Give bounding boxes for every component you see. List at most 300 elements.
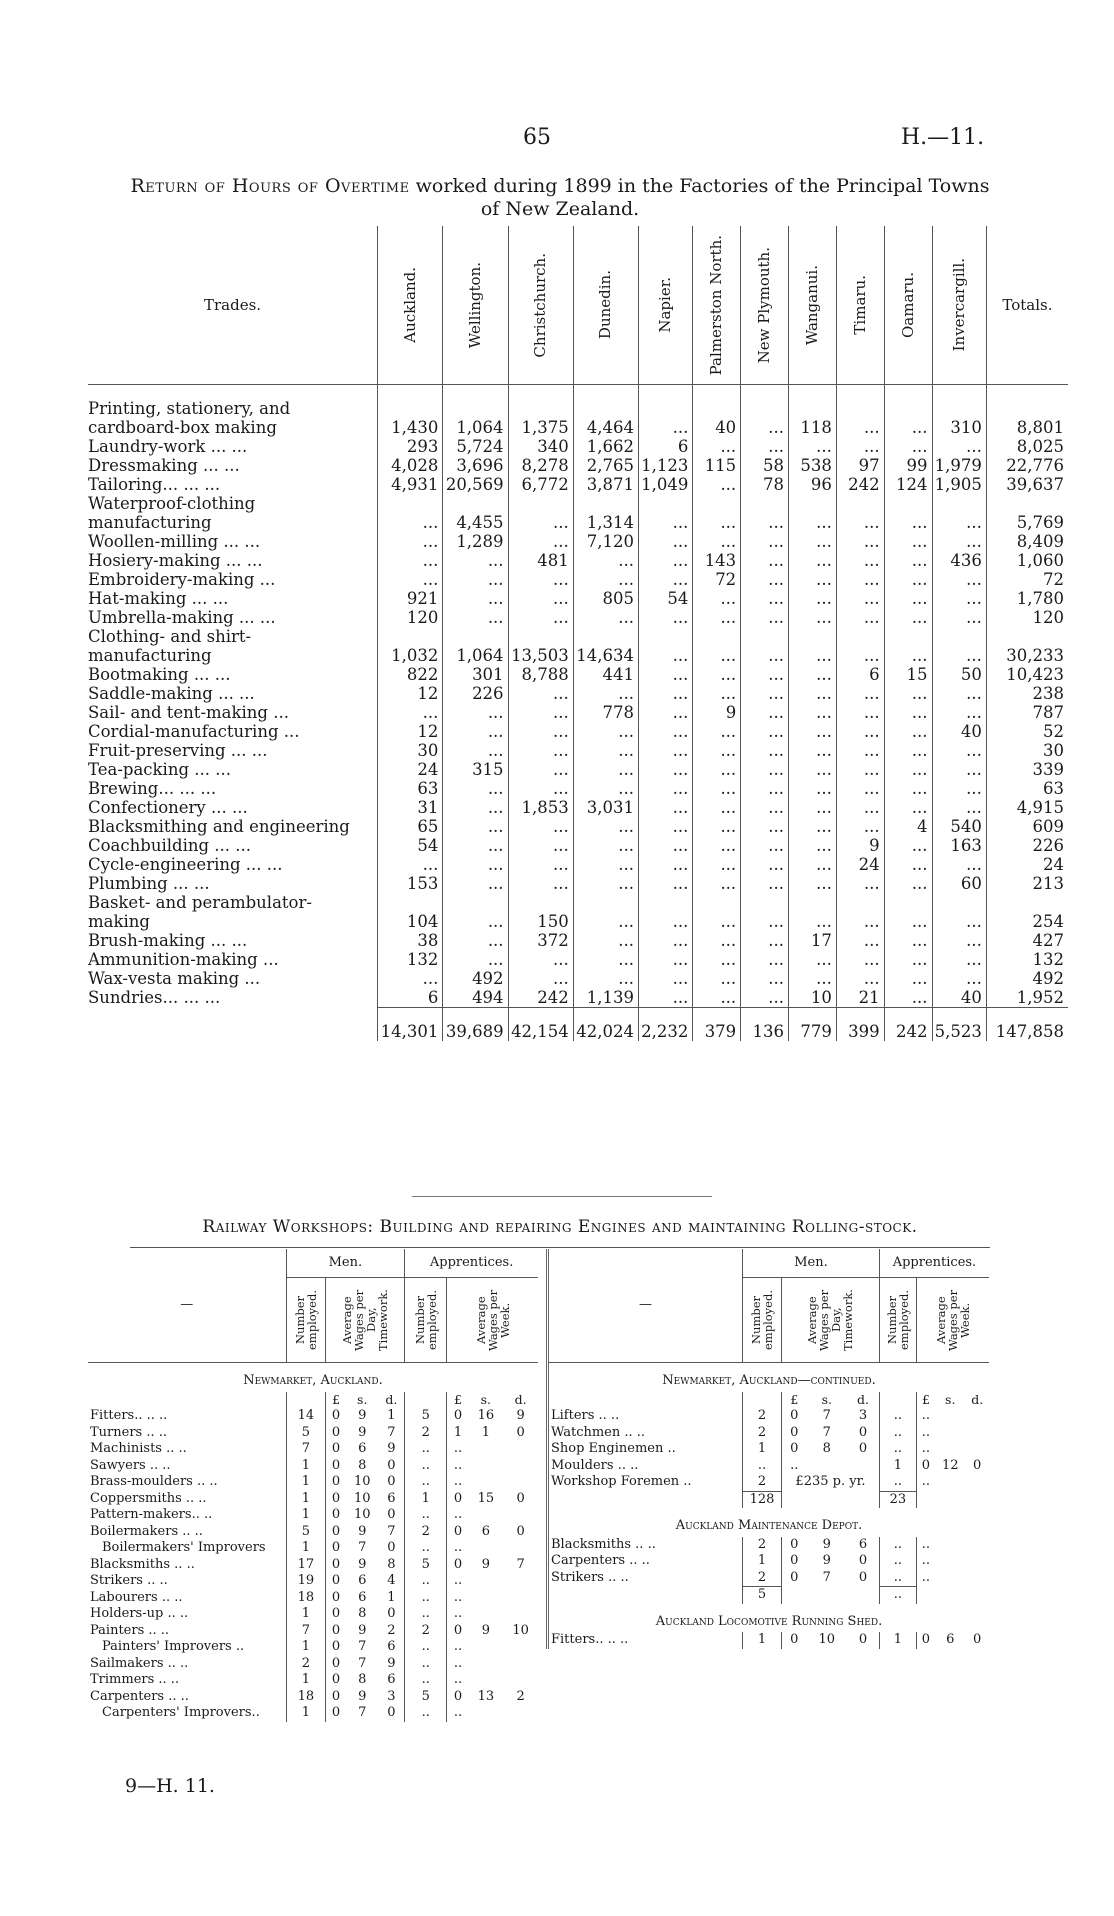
men-count: 17 <box>286 1557 326 1574</box>
hours-cell: ... <box>884 950 932 969</box>
men-wage: 10 <box>818 1632 836 1647</box>
hours-cell: ... <box>693 589 741 608</box>
trade-label: Labourers .. .. <box>90 1589 183 1605</box>
apprentice-wage: 0 <box>516 1490 525 1506</box>
hours-cell: ... <box>639 988 693 1008</box>
avg-wages-week-header <box>916 1278 989 1363</box>
section-divider <box>412 1196 712 1197</box>
apprentice-wage <box>965 1570 989 1587</box>
hours-cell: ... <box>932 494 986 532</box>
hours-cell: ... <box>378 570 443 589</box>
men-count: 1 <box>286 1540 326 1557</box>
hours-cell: 1,430 <box>378 385 443 438</box>
trade-label: Turners .. .. <box>90 1424 168 1440</box>
row-total: 226 <box>986 836 1068 855</box>
sub-header-text: Average Wages per Week. <box>473 1289 512 1351</box>
hours-cell: ... <box>789 893 837 931</box>
men-wage: 0 <box>326 1474 346 1491</box>
men-wage: 9 <box>358 1523 367 1539</box>
hours-cell: ... <box>932 684 986 703</box>
hours-cell: ... <box>693 931 741 950</box>
table-row <box>88 532 1068 551</box>
spacer <box>782 1491 880 1508</box>
trade-name: Fruit-preserving ... ... <box>88 741 268 760</box>
hours-cell: ... <box>741 988 789 1008</box>
hours-cell: ... <box>789 703 837 722</box>
men-count: 2 <box>743 1537 782 1554</box>
men-wage: 0 <box>858 1553 868 1568</box>
row-total: 72 <box>986 570 1068 589</box>
men-wage: 6 <box>358 1573 367 1588</box>
sub-header-text: Number employed. <box>749 1290 776 1350</box>
apprentice-count: .. <box>405 1441 447 1458</box>
hours-cell: ... <box>693 950 741 969</box>
men-wage <box>847 1458 879 1475</box>
apprentice-count: .. <box>405 1540 447 1557</box>
hours-cell: 310 <box>932 385 986 438</box>
trade-name: Tailoring... ... ... <box>88 475 221 494</box>
apprentice-wage: 0 <box>916 1632 935 1649</box>
hours-cell: ... <box>836 589 884 608</box>
apprentice-wage <box>965 1408 989 1425</box>
table-row <box>88 988 1068 1008</box>
hours-cell: ... <box>639 855 693 874</box>
hours-cell: ... <box>741 494 789 532</box>
men-wage: 9 <box>358 1424 367 1440</box>
sub-header-text: Number employed. <box>412 1290 439 1350</box>
trade-name: Saddle-making ... ... <box>88 684 255 703</box>
men-wage: 6 <box>858 1536 868 1552</box>
table-row <box>88 1656 538 1673</box>
men-header: Men. <box>743 1249 880 1278</box>
hours-cell: ... <box>508 608 573 627</box>
trade-label: Strikers .. .. <box>90 1573 168 1588</box>
men-count: 5 <box>286 1425 326 1442</box>
hours-cell: ... <box>378 855 443 874</box>
apprentice-count: .. <box>879 1553 916 1570</box>
men-wage: 0 <box>782 1570 807 1587</box>
table-row <box>88 950 1068 969</box>
men-wage: 0 <box>326 1590 346 1607</box>
men-header: Men. <box>286 1249 405 1278</box>
section-heading-row <box>88 1363 538 1392</box>
apprentice-count: .. <box>405 1705 447 1722</box>
table-row <box>88 1408 538 1425</box>
section-heading: Newmarket, Auckland—continued. <box>662 1373 876 1388</box>
apprentice-wage: 0 <box>447 1524 469 1541</box>
apprentice-wage: .. <box>447 1639 469 1656</box>
men-wage: 6 <box>387 1490 396 1506</box>
apprentice-wage <box>503 1573 538 1590</box>
hours-cell: 1,375 <box>508 385 573 438</box>
men-count: 5 <box>286 1524 326 1541</box>
sub-header-text: Average Wages per Day, Timework. <box>340 1289 391 1351</box>
men-wage: 0 <box>326 1639 346 1656</box>
hours-cell: ... <box>884 385 932 438</box>
spacer <box>549 1392 743 1409</box>
apprentice-count: .. <box>879 1570 916 1587</box>
men-count: 2 <box>286 1656 326 1673</box>
men-count: 1 <box>286 1606 326 1623</box>
men-count: 2 <box>743 1425 782 1442</box>
railway-group-header <box>549 1249 989 1278</box>
apprentice-wage <box>468 1573 503 1590</box>
hours-cell: ... <box>932 608 986 627</box>
hours-cell: ... <box>932 950 986 969</box>
trade-name: Cycle-engineering ... ... <box>88 855 283 874</box>
hours-cell: ... <box>639 779 693 798</box>
row-total: 132 <box>986 950 1068 969</box>
hours-cell: ... <box>884 855 932 874</box>
table-row <box>88 1425 538 1442</box>
table-row <box>88 1540 538 1557</box>
apprentice-wage: 0 <box>447 1491 469 1508</box>
hours-cell: 4,455 <box>443 494 508 532</box>
hours-cell: ... <box>789 836 837 855</box>
trade-label: Carpenters .. .. <box>551 1553 650 1568</box>
hours-cell: 118 <box>789 385 837 438</box>
men-wage: 0 <box>387 1540 396 1555</box>
table-row <box>88 1705 538 1722</box>
town-header <box>443 226 508 385</box>
section-heading-row <box>549 1604 989 1633</box>
trade-label: Carpenters' Improvers.. <box>102 1705 260 1720</box>
apprentice-wage <box>468 1474 503 1491</box>
trade-name: Brewing... ... ... <box>88 779 217 798</box>
hours-cell: ... <box>741 931 789 950</box>
apprentice-wage <box>468 1441 503 1458</box>
hours-cell: 1,905 <box>932 475 986 494</box>
table-row <box>88 437 1068 456</box>
table-row <box>549 1553 989 1570</box>
hours-cell: ... <box>836 437 884 456</box>
hours-cell: ... <box>789 798 837 817</box>
hours-cell: 120 <box>378 608 443 627</box>
town-total: 39,689 <box>443 1008 508 1042</box>
blank-header: — <box>88 1249 286 1363</box>
hours-cell: ... <box>884 570 932 589</box>
trade-name: Bootmaking ... ... <box>88 665 231 684</box>
hours-cell: ... <box>573 874 638 893</box>
apprentice-wage: .. <box>447 1573 469 1590</box>
table-row <box>88 684 1068 703</box>
men-subtotal: 128 <box>743 1491 782 1508</box>
hours-cell: ... <box>443 817 508 836</box>
hours-cell: ... <box>789 741 837 760</box>
men-wage: 0 <box>326 1507 346 1524</box>
trade-name: Clothing- and shirt-manufacturing <box>88 627 252 665</box>
document-reference: H.—11. <box>901 125 985 150</box>
hours-cell: 538 <box>789 456 837 475</box>
apprentice-wage: .. <box>447 1540 469 1557</box>
table-row <box>549 1458 989 1475</box>
hours-cell: ... <box>573 931 638 950</box>
apprentice-wage: .. <box>447 1458 469 1475</box>
hours-cell: 3,031 <box>573 798 638 817</box>
hours-cell: 150 <box>508 893 573 931</box>
hours-cell: ... <box>639 874 693 893</box>
apprentice-wage: 2 <box>516 1688 525 1704</box>
table-row <box>88 741 1068 760</box>
hours-cell: ... <box>932 779 986 798</box>
row-total: 8,409 <box>986 532 1068 551</box>
hours-cell: ... <box>884 494 932 532</box>
hours-cell: ... <box>639 684 693 703</box>
row-total: 1,780 <box>986 589 1068 608</box>
hours-cell: ... <box>508 969 573 988</box>
apprentice-count: 5 <box>405 1408 447 1425</box>
hours-cell: 9 <box>836 836 884 855</box>
hours-cell: 1,049 <box>639 475 693 494</box>
men-wage: 0 <box>858 1632 868 1647</box>
apprentice-count: 5 <box>405 1557 447 1574</box>
apprentice-wage <box>468 1705 503 1722</box>
currency-unit: s. <box>945 1391 956 1407</box>
hours-cell: 1,662 <box>573 437 638 456</box>
apprentice-wage <box>935 1441 965 1458</box>
men-count: 7 <box>286 1623 326 1640</box>
hours-cell: ... <box>884 893 932 931</box>
table-row <box>88 475 1068 494</box>
trade-name: Confectionery ... ... <box>88 798 248 817</box>
hours-cell: ... <box>508 589 573 608</box>
apprentice-subtotal: 23 <box>879 1491 916 1508</box>
hours-cell: 3,696 <box>443 456 508 475</box>
hours-cell: 99 <box>884 456 932 475</box>
town-name: Palmerston North. <box>707 234 726 376</box>
apprentice-wage: 0 <box>447 1408 469 1425</box>
hours-cell: ... <box>741 684 789 703</box>
hours-cell: 778 <box>573 703 638 722</box>
men-wage <box>807 1458 847 1475</box>
sub-header-text: Average Wages per Week. <box>933 1289 972 1351</box>
hours-cell: ... <box>573 722 638 741</box>
hours-cell: ... <box>693 969 741 988</box>
hours-cell: ... <box>836 570 884 589</box>
table-row <box>88 456 1068 475</box>
apprentice-wage <box>503 1705 538 1722</box>
hours-cell: ... <box>639 893 693 931</box>
railway-title: Railway Workshops: Building and repairing Engines and maintaining Rolling-stock. <box>202 1217 918 1237</box>
town-name: Timaru. <box>850 275 869 335</box>
hours-cell: ... <box>741 703 789 722</box>
table-row <box>88 494 1068 532</box>
hours-cell: ... <box>573 836 638 855</box>
hours-cell: 12 <box>378 684 443 703</box>
table-row <box>549 1425 989 1442</box>
hours-cell: ... <box>639 551 693 570</box>
apprentice-wage: .. <box>447 1656 469 1673</box>
hours-cell: 15 <box>884 665 932 684</box>
trade-name: Brush-making ... ... <box>88 931 248 950</box>
spacer <box>88 1392 286 1409</box>
hours-cell: 242 <box>508 988 573 1008</box>
overtime-body <box>88 385 1068 1042</box>
hours-cell: ... <box>836 893 884 931</box>
hours-cell: ... <box>789 684 837 703</box>
table-row <box>549 1537 989 1554</box>
row-total: 52 <box>986 722 1068 741</box>
hours-cell: ... <box>741 874 789 893</box>
hours-cell: ... <box>573 760 638 779</box>
hours-cell: 124 <box>884 475 932 494</box>
men-wage: 2 <box>387 1622 396 1638</box>
trade-name: Hat-making ... ... <box>88 589 229 608</box>
apprentice-wage <box>503 1458 538 1475</box>
trade-name: Plumbing ... ... <box>88 874 210 893</box>
hours-cell: ... <box>573 741 638 760</box>
trade-label: Painters .. .. <box>90 1622 170 1638</box>
hours-cell: 97 <box>836 456 884 475</box>
men-wage: 0 <box>326 1623 346 1640</box>
town-total: 136 <box>741 1008 789 1042</box>
railway-table-right <box>549 1249 989 1649</box>
town-name: Napier. <box>656 277 675 333</box>
hours-cell: 1,123 <box>639 456 693 475</box>
men-wage: 0 <box>326 1441 346 1458</box>
hours-cell: ... <box>639 627 693 665</box>
spacer <box>879 1392 916 1409</box>
apprentice-wage <box>503 1672 538 1689</box>
hours-cell: ... <box>789 494 837 532</box>
railway-right-panel <box>546 1249 989 1649</box>
apprentice-count: .. <box>405 1672 447 1689</box>
hours-cell: 1,064 <box>443 627 508 665</box>
hours-cell: ... <box>884 874 932 893</box>
apprentice-wage <box>503 1606 538 1623</box>
number-employed-header <box>405 1278 447 1363</box>
men-count: 1 <box>743 1632 782 1649</box>
hours-cell: 8,788 <box>508 665 573 684</box>
row-total: 39,637 <box>986 475 1068 494</box>
row-total: 609 <box>986 817 1068 836</box>
apprentice-wage: .. <box>916 1441 935 1458</box>
hours-cell: ... <box>836 817 884 836</box>
table-row <box>88 385 1068 438</box>
trade-label: Strikers .. .. <box>551 1569 629 1585</box>
hours-cell: ... <box>639 703 693 722</box>
apprentice-wage <box>965 1425 989 1442</box>
apprentice-wage <box>468 1507 503 1524</box>
men-wage: 0 <box>326 1689 346 1706</box>
railway-rule <box>130 1247 990 1248</box>
table-row <box>88 589 1068 608</box>
number-employed-header <box>879 1278 916 1363</box>
apprentice-count: .. <box>879 1474 916 1491</box>
men-wage: .. <box>782 1458 807 1475</box>
hours-cell: 4,931 <box>378 475 443 494</box>
men-wage: 6 <box>358 1589 367 1605</box>
apprentice-wage <box>503 1639 538 1656</box>
apprentice-wage <box>503 1507 538 1524</box>
hours-cell: ... <box>932 532 986 551</box>
hours-cell: ... <box>741 627 789 665</box>
title-text: worked during 1899 in the Factories of the Principal Towns <box>415 175 990 197</box>
currency-unit: s. <box>480 1391 492 1407</box>
table-row <box>88 760 1068 779</box>
hours-cell: ... <box>884 722 932 741</box>
men-wage: 0 <box>326 1458 346 1475</box>
apprentice-wage: .. <box>447 1590 469 1607</box>
currency-unit: £ <box>326 1392 346 1409</box>
men-count: .. <box>743 1458 782 1475</box>
hours-cell: ... <box>884 779 932 798</box>
hours-cell: 54 <box>639 589 693 608</box>
hours-cell: ... <box>741 817 789 836</box>
currency-unit: d. <box>856 1391 869 1407</box>
men-wage: 7 <box>358 1540 367 1555</box>
men-wage: 10 <box>353 1507 371 1522</box>
hours-cell: 436 <box>932 551 986 570</box>
town-total: 2,232 <box>639 1008 693 1042</box>
apprentice-wage: .. <box>447 1672 469 1689</box>
hours-cell: ... <box>639 665 693 684</box>
hours-cell: ... <box>443 836 508 855</box>
men-wage: 0 <box>326 1408 346 1425</box>
hours-cell: 40 <box>932 722 986 741</box>
avg-wages-day-header <box>326 1278 405 1363</box>
hours-cell: ... <box>639 950 693 969</box>
trade-label: Moulders .. .. <box>551 1457 639 1473</box>
apprentice-count: .. <box>405 1458 447 1475</box>
hours-cell: ... <box>573 608 638 627</box>
men-wage: 0 <box>782 1553 807 1570</box>
men-wage: 7 <box>387 1424 396 1440</box>
row-total: 24 <box>986 855 1068 874</box>
grand-total: 147,858 <box>986 1008 1068 1042</box>
apprentice-wage: 6 <box>946 1632 955 1647</box>
table-row <box>549 1632 989 1649</box>
men-count: 1 <box>286 1491 326 1508</box>
hours-cell: ... <box>639 608 693 627</box>
hours-cell: ... <box>836 950 884 969</box>
section-heading-row <box>549 1508 989 1537</box>
hours-cell: 13,503 <box>508 627 573 665</box>
men-wage: 1 <box>387 1589 396 1605</box>
town-header <box>741 226 789 385</box>
hours-cell: 822 <box>378 665 443 684</box>
row-total: 213 <box>986 874 1068 893</box>
apprentice-count: .. <box>879 1425 916 1442</box>
hours-cell: ... <box>836 969 884 988</box>
hours-cell: 14,634 <box>573 627 638 665</box>
trade-name: Sail- and tent-making ... <box>88 703 289 722</box>
apprentice-subtotal: .. <box>879 1587 916 1604</box>
hours-cell: ... <box>693 741 741 760</box>
hours-cell: 6,772 <box>508 475 573 494</box>
hours-cell: ... <box>639 532 693 551</box>
row-total: 30,233 <box>986 627 1068 665</box>
hours-cell: ... <box>789 817 837 836</box>
hours-cell: 10 <box>789 988 837 1008</box>
hours-cell: ... <box>693 494 741 532</box>
men-wage: 9 <box>822 1553 831 1568</box>
table-row <box>88 1491 538 1508</box>
trade-name: Ammunition-making ... <box>88 950 279 969</box>
hours-cell: 143 <box>693 551 741 570</box>
hours-cell: ... <box>836 798 884 817</box>
currency-unit: £ <box>916 1392 935 1409</box>
hours-cell: ... <box>693 760 741 779</box>
hours-cell: ... <box>789 722 837 741</box>
men-count: 18 <box>286 1590 326 1607</box>
men-wage: 0 <box>326 1540 346 1557</box>
hours-cell: ... <box>836 627 884 665</box>
hours-cell: ... <box>884 437 932 456</box>
men-count: 2 <box>743 1570 782 1587</box>
men-wage: 0 <box>858 1569 868 1585</box>
row-total: 4,915 <box>986 798 1068 817</box>
